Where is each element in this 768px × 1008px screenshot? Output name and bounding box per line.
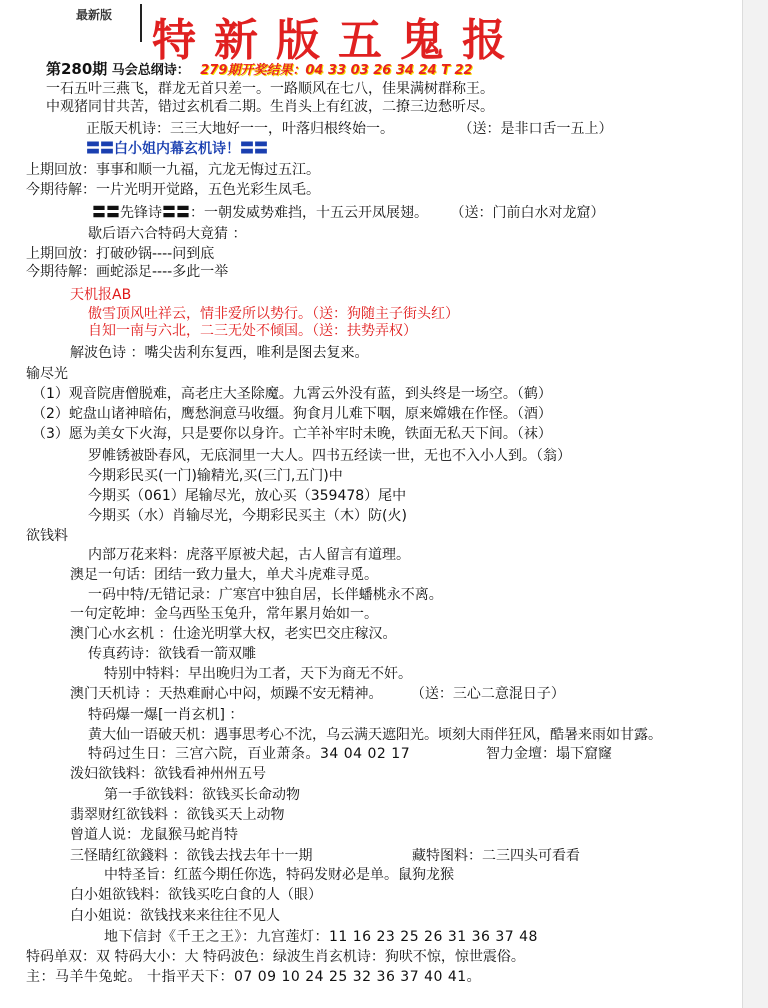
xiehouyu-heading: 歇后语六合特码大竟猜 ：: [88, 226, 247, 242]
last-review-2: 上期回放：打破砂锅----问到底: [26, 246, 215, 262]
yuqian-item-2: 澳足一句话：团结一致力量大，单犬斗虎难寻觅。: [70, 567, 378, 583]
yuqian-item-19: 白小姐说：欲钱找来来往往不见人: [70, 908, 280, 924]
zhengban-note: （送：是非口舌一五上）: [458, 121, 613, 137]
aomen-tianji-text: 澳门天机诗 ：天热难耐心中闷，烦躁不安无精神。: [70, 686, 383, 702]
yuqian-item-17: 中特圣旨：红蓝今期任你选，特码发财必是单。鼠狗龙猴: [104, 867, 454, 883]
yuqian-item-20: 地下信封《千王之王》：九宫莲灯：11 16 23 25 26 31 36 37 48: [104, 929, 538, 945]
yuqian-item-13: 第一手欲钱料：欲钱买长命动物: [104, 787, 300, 803]
yuqian-item-11: [88, 745, 410, 763]
issue-number: 第280期: [46, 60, 108, 78]
tianjibao-heading: 天机报AB: [70, 287, 132, 303]
shujinguang-item-1: （1）观音院唐僧脱难，高老庄大圣除魔。九霄云外没有蓝，到头终是一场空。（鹤）: [32, 386, 552, 402]
tianjibao-line-2: 自知一南与六北，二三无处不倾国。（送：扶势弄权）: [88, 323, 417, 339]
jiebo-poem: 解波色诗 ：嘴尖齿利东复西，唯利是图去复来。: [70, 345, 369, 361]
yuqian-item-6: 传真药诗：欲钱看一箭双雕: [88, 646, 256, 662]
aomen-tianji-note: （送：三心二意混日子）: [410, 686, 565, 702]
yuqian-item-14: 翡翠财红欲钱料 ：欲钱买天上动物: [70, 807, 285, 823]
yuqian-item-15: 曾道人说：龙鼠猴马蛇肖特: [70, 827, 238, 843]
birthday-text: 特码过生日：三宫六院，百业萧条。34 04 02 17: [88, 746, 411, 762]
poem-line-1: 一石五叶三燕飞，群龙无首只差一。一路顺风在七八，佳果满树群称王。: [46, 81, 494, 97]
yuqian-item-12: 泼妇欲钱料：欲钱看神州州五号: [70, 766, 266, 782]
summary-line-1: 特码单双：双 特码大小：大 特码波色：绿波生肖玄机诗：狗吠不惊，惊世震俗。: [26, 949, 525, 965]
yuqian-item-9: 特码爆一爆[一肖玄机] ：: [88, 707, 244, 723]
xianfeng-text: 〓〓先锋诗〓〓：一朝发威势难挡，十五云开凤展翅。: [92, 205, 428, 221]
cangte-tuliao: 藏特图料：二三四头可看看: [412, 848, 580, 864]
yuqian-item-3: 一码中特/无错记录：广寒宫中独自居，长伴蟠桃永不离。: [88, 587, 443, 603]
zhengban-poem: [86, 120, 612, 138]
masthead-title: 特新版五鬼报: [152, 15, 524, 66]
zhili-jintan: 智力金壇：塌下窟窿: [486, 746, 612, 762]
lottery-result: 279期开奖结果：04 33 03 26 34 24 T 22: [200, 63, 473, 78]
poem-line-2: 中观猪同甘共苦，错过玄机看二期。生肖头上有红波，二撩三边愁听尽。: [46, 99, 494, 115]
shujinguang-item-3: （3）愿为美女下火海，只是要你以身许。亡羊补牢时未晚，铁面无私天下间。（袜）: [32, 426, 552, 442]
issue-label: 马会总纲诗：: [111, 63, 190, 78]
xianfeng-poem: [92, 204, 604, 222]
yuqian-item-10: 黄大仙一语破天机：遇事思考心不沈，乌云满天遮阳光。顷刻大雨伴狂风，酷暑来雨如甘露。: [88, 727, 662, 743]
page-edge: [742, 0, 768, 1008]
shujinguang-item-4: 罗帷锈被卧春风，无底洞里一大人。四书五经读一世，无也不入小人到。（翁）: [88, 448, 571, 464]
shujinguang-heading: 输尽光: [26, 366, 68, 382]
yuqian-item-1: 内部万花来料：虎落平原被犬起，古人留言有道理。: [88, 547, 410, 563]
header-divider: [140, 4, 142, 42]
pending-2: 今期待解：画蛇添足----多此一举: [26, 264, 229, 280]
yuqian-item-4: 一句定乾坤：金乌西坠玉兔升，常年累月始如一。: [70, 606, 378, 622]
zhengban-text: 正版天机诗：三三大地好一一，叶落归根终始一。: [86, 121, 394, 137]
yuqian-item-18: 白小姐欲钱料：欲钱买吃白食的人（眼）: [70, 887, 322, 903]
xianfeng-note: （送：门前白水对龙窟）: [450, 205, 605, 221]
tianjibao-line-1: 傲雪顶风吐祥云，情非爱所以势行。（送：狗随主子街头红）: [88, 306, 459, 322]
yuqian-item-7: 特别中特料：早出晚归为工者，天下为商无不奸。: [104, 666, 412, 682]
pending-1: 今期待解：一片光明开觉路，五色光彩生凤毛。: [26, 182, 320, 198]
edition-label: 最新版: [76, 8, 113, 22]
last-review-1: 上期回放：事事和顺一九福，亢龙无悔过五江。: [26, 162, 320, 178]
yuqian-item-5: 澳门心水玄机 ：仕途光明掌大权，老实巴交庄稼汉。: [70, 626, 397, 642]
issue-line: [46, 60, 473, 80]
summary-line-2: 主：马羊牛兔蛇。 十指平天下：07 09 10 24 25 32 36 37 40 41。: [26, 969, 482, 985]
yuqian-item-16: 三怪睛红欲錢料 ：欲钱去找去年十一期: [70, 848, 313, 864]
yuqianliao-heading: 欲钱料: [26, 528, 68, 544]
shujinguang-item-2: （2）蛇盘山诸神暗佑，鹰愁涧意马收缰。狗食月儿难下咽，原来嫦娥在作怪。（酒）: [32, 406, 552, 422]
shujinguang-item-6: 今期买（061）尾输尽光，放心买（359478）尾中: [88, 488, 407, 504]
shujinguang-item-5: 今期彩民买(一门)输精光,买(三门,五门)中: [88, 468, 343, 484]
shujinguang-item-7: 今期买（水）肖输尽光，今期彩民买主（木）防(火): [88, 508, 407, 524]
yuqian-item-8: [70, 685, 565, 703]
baixiaojie-heading: 〓〓白小姐内幕玄机诗！〓〓: [86, 141, 268, 157]
